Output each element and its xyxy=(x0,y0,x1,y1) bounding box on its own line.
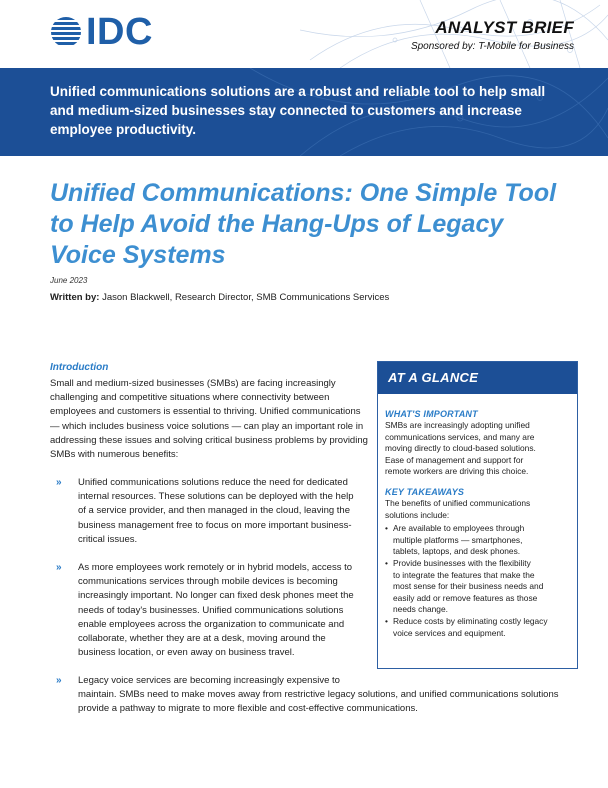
bullet-line: As more employees work remotely or in hybrid models, access to xyxy=(78,562,353,573)
bullet-line: Legacy voice services are becoming increasingly expensive to xyxy=(78,675,340,686)
bullet-line: maintain. SMBs need to make moves away from restrictive legacy solutions, and unified communications solutions xyxy=(78,689,559,701)
at-a-glance-title: AT A GLANCE xyxy=(378,362,577,394)
text-line: • Provide businesses with the flexibility xyxy=(393,557,531,568)
paragraph-line: SMBs with numerous benefits: xyxy=(50,449,179,461)
text-line: to integrate the features that make the xyxy=(393,569,535,580)
text-line: voice services and equipment. xyxy=(393,627,506,638)
text-line: • Are available to employees through xyxy=(393,523,525,534)
page-header xyxy=(0,0,608,68)
text-line: easily add or remove features as those xyxy=(393,592,538,603)
bullet-line: provide a pathway to migrate to more flexible and cost-effective communications. xyxy=(78,703,418,715)
whats-important-text xyxy=(385,420,577,478)
brief-label xyxy=(411,18,574,52)
bullet-line: internal resources. These solutions can be deployed with the help xyxy=(78,491,354,503)
globe-icon xyxy=(50,16,82,48)
key-takeaways-heading: KEY TAKEAWAYS xyxy=(385,486,465,497)
chevron-bullet-icon: » xyxy=(56,675,62,686)
bullet-line: enable employees across the organization to communicate and xyxy=(78,618,345,630)
bullet-line: business management free to focus on more important business- xyxy=(78,519,352,531)
whats-important-heading: WHAT'S IMPORTANT xyxy=(385,409,478,419)
banner-summary-text: Unified communications solutions are a robust and reliable tool to help small and medium-sized businesses stay connected to customers and increase employee productivity. xyxy=(50,84,546,137)
text-line: The benefits of unified communications xyxy=(385,497,531,508)
title-line: Voice Systems xyxy=(50,241,226,269)
takeaway-item xyxy=(385,523,577,558)
bullet-line: communications services through mobile devices is becoming xyxy=(78,576,338,588)
at-a-glance-box xyxy=(377,361,578,669)
text-line: solutions include: xyxy=(385,509,450,520)
text-line: SMBs are increasingly adopting unified xyxy=(385,420,530,430)
text-line: most sense for their business needs and xyxy=(393,581,544,592)
introduction-paragraph xyxy=(50,377,370,462)
chevron-bullet-icon: » xyxy=(56,477,62,488)
paragraph-line: — which includes business voice solutions — can play an important role in xyxy=(50,420,364,432)
brief-title: ANALYST BRIEF xyxy=(435,18,574,37)
byline xyxy=(50,292,389,303)
paragraph-line: addressing these issues and solving critical business problems by providing xyxy=(50,434,368,446)
title-line: to Help Avoid the Hang-Ups of Legacy xyxy=(50,210,504,238)
title-line: Unified Communications: One Simple Tool xyxy=(50,179,557,207)
chevron-bullet-icon: » xyxy=(56,562,62,573)
bullet-line: needs of today's businesses. Unified communications solutions xyxy=(78,604,344,616)
bullet-line: of a service provider, and then managed in the cloud, leaving the xyxy=(78,505,350,517)
byline-label: Written by: xyxy=(50,292,100,303)
text-line: Ease of management and support for xyxy=(385,454,524,465)
page-title xyxy=(50,178,570,271)
logo-wordmark: IDC xyxy=(86,11,153,53)
takeaway-item xyxy=(385,558,577,616)
text-line: remote workers are driving this choice. xyxy=(385,466,529,477)
summary-banner xyxy=(0,68,608,156)
paragraph-line: Small and medium-sized businesses (SMBs) are facing increasingly xyxy=(50,378,336,389)
text-line: multiple platforms — smartphones, xyxy=(393,534,523,545)
introduction-heading: Introduction xyxy=(50,362,109,373)
byline-author: Jason Blackwell, Research Director, SMB Communications Services xyxy=(102,292,390,303)
text-line: • Reduce costs by eliminating costly legacy xyxy=(393,615,548,626)
idc-logo xyxy=(50,11,153,53)
at-a-glance-body xyxy=(378,409,577,639)
bullet-line: increasingly important. No longer can fixed desk phones meet the xyxy=(78,590,354,602)
text-line: moving directly to cloud-based solutions. xyxy=(385,443,536,454)
text-line: needs change. xyxy=(393,604,448,615)
bullet-line: collaborate, whether they are at a desk, moving around the xyxy=(78,633,326,645)
publication-date: June 2023 xyxy=(50,276,88,285)
bullet-line: critical issues. xyxy=(78,533,138,545)
sponsor-line: Sponsored by: T-Mobile for Business xyxy=(410,41,574,52)
bullet-line: Unified communications solutions reduce the need for dedicated xyxy=(78,477,348,488)
paragraph-line: employees and customers is essential to thriving. Unified communications xyxy=(50,406,361,418)
paragraph-line: challenging and competitive situations where connectivity between xyxy=(50,392,330,404)
text-line: communications services, and many are xyxy=(385,431,535,442)
bullet-line: business location, or even away on business travel. xyxy=(78,647,295,659)
key-takeaways-intro xyxy=(385,498,577,521)
text-line: tablets, laptops, and desk phones. xyxy=(393,546,521,557)
takeaway-item xyxy=(385,616,577,639)
